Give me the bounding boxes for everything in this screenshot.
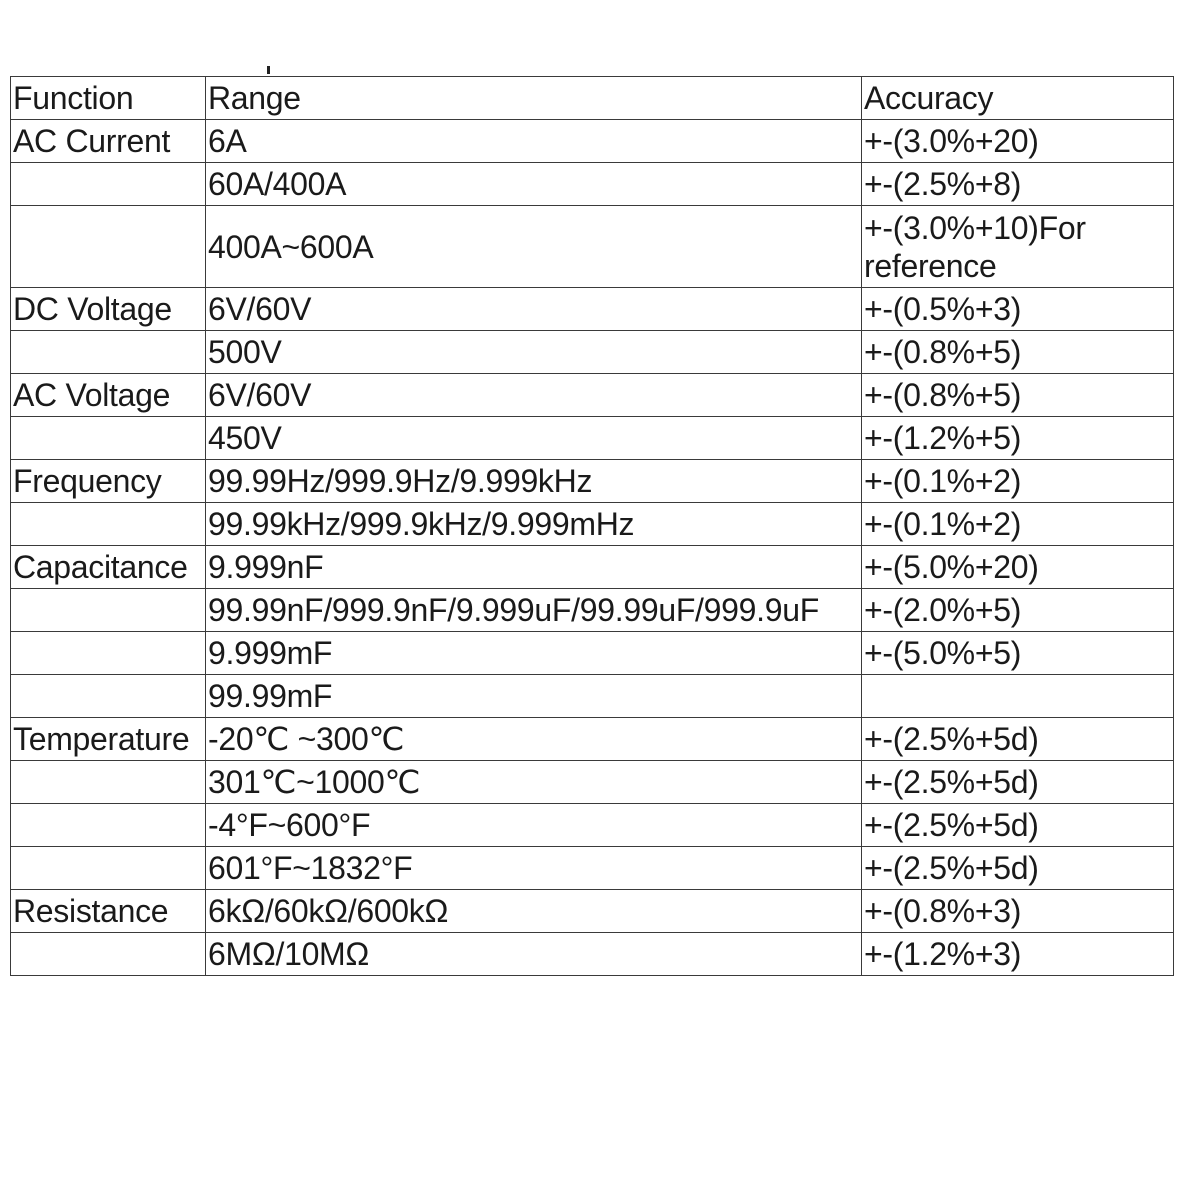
accuracy-cell: +-(0.8%+5) <box>862 331 1174 374</box>
function-cell <box>11 163 206 206</box>
table-row <box>11 460 1174 503</box>
accuracy-cell: +-(2.0%+5) <box>862 589 1174 632</box>
table-row <box>11 761 1174 804</box>
function-cell <box>11 675 206 718</box>
specification-table <box>10 76 1174 976</box>
function-cell: Frequency <box>11 460 206 503</box>
accuracy-cell <box>862 675 1174 718</box>
range-cell: 6kΩ/60kΩ/600kΩ <box>206 890 862 933</box>
range-cell: 60A/400A <box>206 163 862 206</box>
table-row <box>11 589 1174 632</box>
accuracy-cell: +-(2.5%+5d) <box>862 761 1174 804</box>
table-row <box>11 632 1174 675</box>
accuracy-cell: +-(0.1%+2) <box>862 503 1174 546</box>
function-cell <box>11 417 206 460</box>
table-row <box>11 206 1174 288</box>
range-cell: 99.99mF <box>206 675 862 718</box>
accuracy-cell: +-(5.0%+5) <box>862 632 1174 675</box>
function-cell: Temperature <box>11 718 206 761</box>
column-header-range: Range <box>206 77 862 120</box>
table-row <box>11 374 1174 417</box>
function-cell <box>11 761 206 804</box>
range-cell: 6V/60V <box>206 288 862 331</box>
accuracy-cell: +-(2.5%+5d) <box>862 718 1174 761</box>
range-cell: 301℃~1000℃ <box>206 761 862 804</box>
function-cell <box>11 804 206 847</box>
accuracy-cell: +-(2.5%+5d) <box>862 804 1174 847</box>
table-row <box>11 718 1174 761</box>
accuracy-cell: +-(0.8%+3) <box>862 890 1174 933</box>
table-row <box>11 417 1174 460</box>
range-cell: 6A <box>206 120 862 163</box>
accuracy-cell: +-(1.2%+3) <box>862 933 1174 976</box>
accuracy-cell: +-(2.5%+8) <box>862 163 1174 206</box>
table-row <box>11 804 1174 847</box>
table-row <box>11 120 1174 163</box>
range-cell: 500V <box>206 331 862 374</box>
stray-mark <box>267 66 270 74</box>
column-header-function: Function <box>11 77 206 120</box>
range-cell: 9.999mF <box>206 632 862 675</box>
range-cell: 99.99kHz/999.9kHz/9.999mHz <box>206 503 862 546</box>
range-cell: 601°F~1832°F <box>206 847 862 890</box>
accuracy-cell: +-(0.5%+3) <box>862 288 1174 331</box>
accuracy-cell: +-(3.0%+20) <box>862 120 1174 163</box>
function-cell <box>11 331 206 374</box>
function-cell: AC Current <box>11 120 206 163</box>
table-row <box>11 288 1174 331</box>
range-cell: -20℃ ~300℃ <box>206 718 862 761</box>
table-row <box>11 675 1174 718</box>
function-cell <box>11 632 206 675</box>
table-row <box>11 331 1174 374</box>
function-cell: Capacitance <box>11 546 206 589</box>
function-cell <box>11 206 206 288</box>
accuracy-cell: +-(0.8%+5) <box>862 374 1174 417</box>
function-cell <box>11 503 206 546</box>
range-cell: 6MΩ/10MΩ <box>206 933 862 976</box>
accuracy-cell: +-(5.0%+20) <box>862 546 1174 589</box>
table-row <box>11 163 1174 206</box>
header-row <box>11 77 1174 120</box>
accuracy-cell: +-(2.5%+5d) <box>862 847 1174 890</box>
function-cell: Resistance <box>11 890 206 933</box>
function-cell <box>11 933 206 976</box>
range-cell: 9.999nF <box>206 546 862 589</box>
table-row <box>11 503 1174 546</box>
accuracy-cell: +-(1.2%+5) <box>862 417 1174 460</box>
accuracy-cell: +-(0.1%+2) <box>862 460 1174 503</box>
accuracy-cell: +-(3.0%+10)For reference <box>862 206 1174 288</box>
function-cell: DC Voltage <box>11 288 206 331</box>
range-cell: 99.99nF/999.9nF/9.999uF/99.99uF/999.9uF <box>206 589 862 632</box>
function-cell: AC Voltage <box>11 374 206 417</box>
function-cell <box>11 847 206 890</box>
table-row <box>11 546 1174 589</box>
range-cell: 450V <box>206 417 862 460</box>
column-header-accuracy: Accuracy <box>862 77 1174 120</box>
range-cell: 6V/60V <box>206 374 862 417</box>
range-cell: 99.99Hz/999.9Hz/9.999kHz <box>206 460 862 503</box>
table-row <box>11 847 1174 890</box>
table-row <box>11 933 1174 976</box>
range-cell: -4°F~600°F <box>206 804 862 847</box>
range-cell: 400A~600A <box>206 206 862 288</box>
function-cell <box>11 589 206 632</box>
table-row <box>11 890 1174 933</box>
